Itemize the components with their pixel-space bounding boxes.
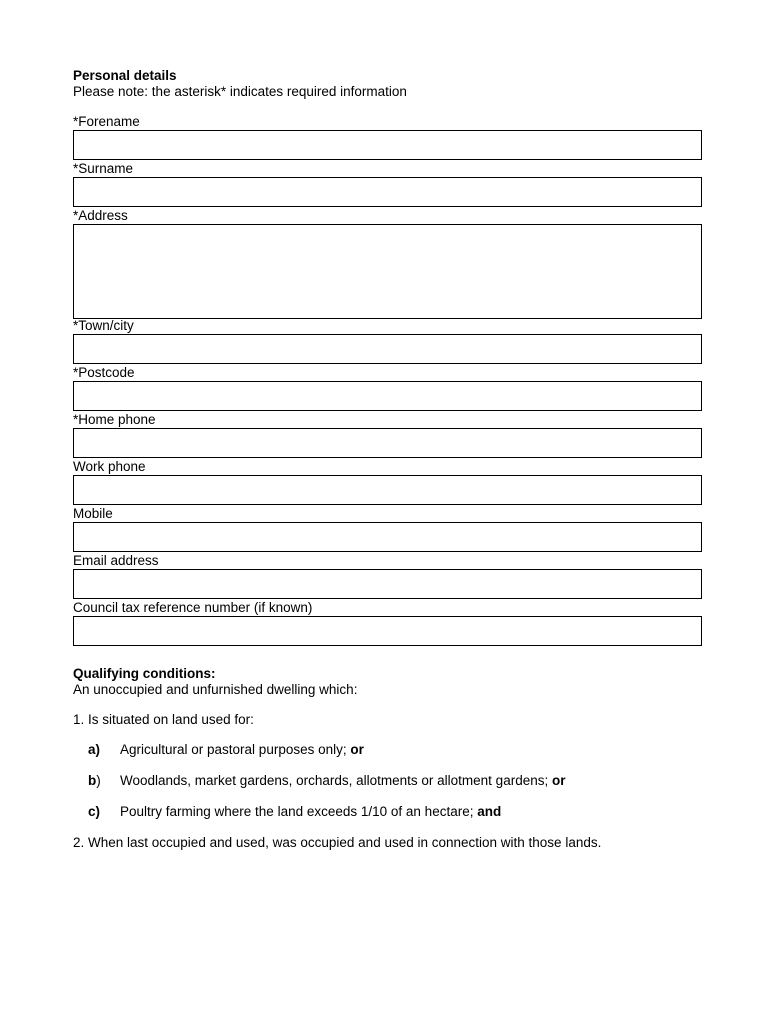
town-city-field-group — [73, 318, 713, 365]
forename-input[interactable] — [73, 130, 702, 160]
subitem-text: Agricultural or pastoral purposes only; — [120, 742, 351, 757]
subitem-text: Poultry farming where the land exceeds 1/10 of an hectare; — [120, 804, 478, 819]
forename-field-group — [73, 114, 713, 161]
home-phone-label: *Home phone — [73, 412, 156, 427]
forename-label: *Forename — [73, 114, 140, 129]
subitem-text: Woodlands, market gardens, orchards, allotments or allotment gardens; — [120, 773, 552, 788]
subitem-conjunction: or — [551, 773, 566, 788]
qualifying-intro: An unoccupied and unfurnished dwelling which: — [73, 682, 358, 697]
subitem-text-wrap — [120, 804, 501, 820]
email-field-group — [73, 553, 713, 600]
home-phone-input[interactable] — [73, 428, 702, 458]
section-title: Personal details — [73, 68, 177, 83]
subitem-text-wrap — [120, 773, 565, 789]
surname-field-group — [73, 161, 713, 208]
subitem-a — [73, 742, 713, 773]
email-label: Email address — [73, 553, 159, 568]
postcode-label: *Postcode — [73, 365, 135, 380]
work-phone-input[interactable] — [73, 475, 702, 505]
qualifying-title: Qualifying conditions: — [73, 666, 216, 681]
required-note: Please note: the asterisk* indicates required information — [73, 84, 407, 99]
address-field-group — [73, 208, 713, 318]
subitem-conjunction: or — [350, 742, 364, 757]
council-tax-ref-input[interactable] — [73, 616, 702, 646]
address-input[interactable] — [73, 224, 702, 319]
email-input[interactable] — [73, 569, 702, 599]
subitem-letter: c) — [88, 804, 101, 819]
mobile-label: Mobile — [73, 506, 113, 521]
town-city-label: *Town/city — [73, 318, 134, 333]
mobile-field-group — [73, 506, 713, 553]
subitem-text-wrap — [120, 742, 364, 758]
subitem-c — [73, 804, 713, 835]
work-phone-field-group — [73, 459, 713, 506]
subitem-letter: b — [88, 773, 97, 788]
personal-details-section — [73, 68, 713, 647]
work-phone-label: Work phone — [73, 459, 146, 474]
qualifying-conditions-section — [73, 666, 713, 851]
council-tax-ref-field-group — [73, 600, 713, 647]
home-phone-field-group — [73, 412, 713, 459]
surname-label: *Surname — [73, 161, 134, 176]
condition-1: 1. Is situated on land used for: — [73, 712, 254, 727]
subitem-conjunction: and — [477, 804, 502, 819]
postcode-input[interactable] — [73, 381, 702, 411]
address-label: *Address — [73, 208, 128, 223]
postcode-field-group — [73, 365, 713, 412]
mobile-input[interactable] — [73, 522, 702, 552]
surname-input[interactable] — [73, 177, 702, 207]
subitem-b — [73, 773, 713, 804]
subitem-letter-suffix: ) — [96, 773, 101, 788]
condition-1-subitems — [73, 742, 713, 835]
council-tax-ref-label: Council tax reference number (if known) — [73, 600, 313, 615]
subitem-letter: a) — [88, 742, 101, 757]
form-fields — [73, 114, 713, 647]
condition-2: 2. When last occupied and used, was occupied and used in connection with those lands. — [73, 835, 602, 850]
subitem-letter-wrap — [88, 773, 101, 789]
town-city-input[interactable] — [73, 334, 702, 364]
